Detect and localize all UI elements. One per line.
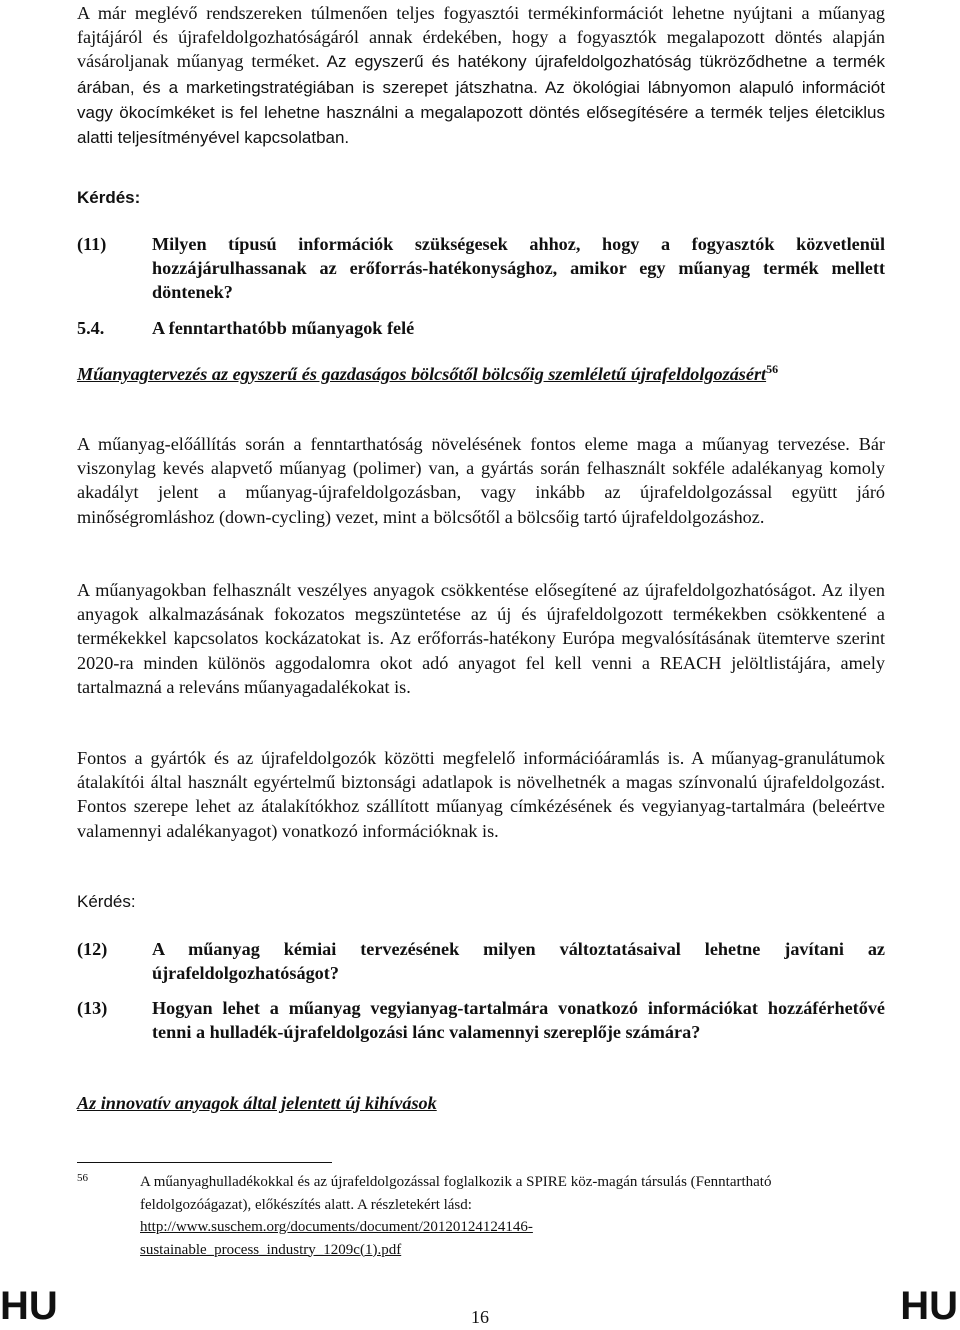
section-title: A fenntarthatóbb műanyagok felé [152, 318, 415, 338]
subheading-text: Műanyagtervezés az egyszerű és gazdaságos bölcsőtől bölcsőig szemléletű újrafeldolgozásért [77, 364, 767, 384]
subheading-innovative-text: Az innovatív anyagok által jelentett új kihívások [77, 1093, 437, 1113]
paragraph-hazardous-substances: A műanyagokban felhasznált veszélyes anyagok csökkentése elősegítené az újrafeldolgozhatóságot. Az ilyen anyagok alkalmazásának fokozatos megszüntetése az új és újrafeldolgozott termékekben csökkentené a termékekkel kapcsolatos kockázatokat is. Az erőforrás-hatékony Európa megvalósításának ütemterve szerint 2020-ra minden különös aggodalomra okot adó anyagot fel kell venni a REACH jelöltlistájára, amely tartalmazná a releváns műanyagadalékokat is. [77, 580, 885, 697]
para1-part1: A már meglévő rendszereken túlmenően teljes fogyasztói termékinformációt lehetne nyújtani a műanyag fajtájáról és újrafeldolgozhatóságáról annak érdekében, hogy a fogyasztók megalapozott döntés alapján vásároljanak műanyag terméket. [77, 3, 885, 72]
question-11 [77, 232, 885, 305]
question-12-number: (12) [77, 939, 108, 959]
section-heading [77, 316, 414, 340]
question-11-number: (11) [77, 234, 107, 254]
footnote-number: 56 [77, 1172, 88, 1184]
question-13 [77, 996, 885, 1044]
footnote-link[interactable] [140, 1219, 533, 1258]
footer-language-left: HU [0, 1284, 58, 1328]
para1-part2: Az egyszerű és hatékony újrafeldolgozhatóság tükröződhetne a termék árában, és a marketingstratégiában is szerepet játszhatna. [77, 52, 885, 97]
question-12 [77, 937, 885, 985]
para2-part2: Bár viszonylag kevés alapvető műanyag (polimer) van, a gyártás során felhasznált sokféle adalékanyag komoly akadályt jelent a műanyag-újrafeldolgozásban, vagy inkább az újrafeldolgozással együtt járó minőségromláshoz (down-cycling) vezet, mint a bölcsőtől a bölcsőig tartó újrafeldolgozáshoz. [77, 434, 885, 527]
question-13-text: Hogyan lehet a műanyag vegyianyag-tartalmára vonatkozó információkat hozzáférhetővé tenni a hulladék-újrafeldolgozási lánc valamennyi szereplője számára? [152, 998, 885, 1043]
para2-part1: A műanyag-előállítás során a fenntarthatóság növelésének fontos eleme maga a műanyag tervezése. [77, 434, 850, 454]
paragraph-product-information [77, 1, 885, 150]
question-12-text: A műanyag kémiai tervezésének milyen változtatásaival lehetne javítani az újrafeldolgozhatóságot? [152, 939, 885, 984]
subheading-design [77, 362, 885, 386]
footnote-divider [77, 1162, 332, 1163]
para4-part1: Fontos a gyártók és az újrafeldolgozók közötti megfelelő információáramlás is. [77, 748, 685, 768]
para4-part3: Fontos szerepe lehet az átalakítókhoz szállított műanyag címkézésének és vegyianyag-tartalmára (beleértve valamennyi adalékanyagot) vonatkozó információknak is. [77, 796, 885, 841]
question-13-number: (13) [77, 998, 108, 1018]
paragraph-information-flow [77, 746, 885, 843]
question-label-2: Kérdés: [77, 892, 136, 911]
para1-part3: Az ökológiai lábnyomon alapuló információt vagy ökocímkéket is fel lehetne használni a megalapozott döntés elősegítésére a termék teljes életciklus alatti teljesítményével kapcsolatban. [77, 77, 885, 148]
footnote-link-line2: sustainable_process_industry_1209c(1).pdf [140, 1241, 402, 1258]
footnote-text-block [140, 1171, 830, 1261]
question-label-1: Kérdés: [77, 188, 141, 207]
subheading-innovative [77, 1091, 885, 1115]
footnote-ref-56[interactable]: 56 [766, 361, 779, 376]
footer-language-right: HU [900, 1284, 958, 1328]
footnote-text: A műanyaghulladékokkal és az újrafeldolgozással foglalkozik a SPIRE köz-magán társulás (Fenntartható feldolgozóágazat), előkészítés alatt. A részletekért lásd: [140, 1174, 772, 1213]
section-number: 5.4. [77, 318, 105, 338]
page-number: 16 [471, 1307, 489, 1327]
footnote-link-line1: http://www.suschem.org/documents/document/20120124124146- [140, 1219, 533, 1235]
question-11-text: Milyen típusú információk szükségesek ahhoz, hogy a fogyasztók közvetlenül hozzájárulhassanak az erőforrás-hatékonysághoz, amikor egy műanyag termék mellett döntenek? [152, 234, 885, 303]
para4-part2: A műanyag-granulátumok átalakítói által használt egyértelmű biztonsági adatlapok is növelhetnék a magas színvonalú újrafeldolgozást. [77, 748, 885, 793]
paragraph-plastic-design [77, 432, 885, 529]
